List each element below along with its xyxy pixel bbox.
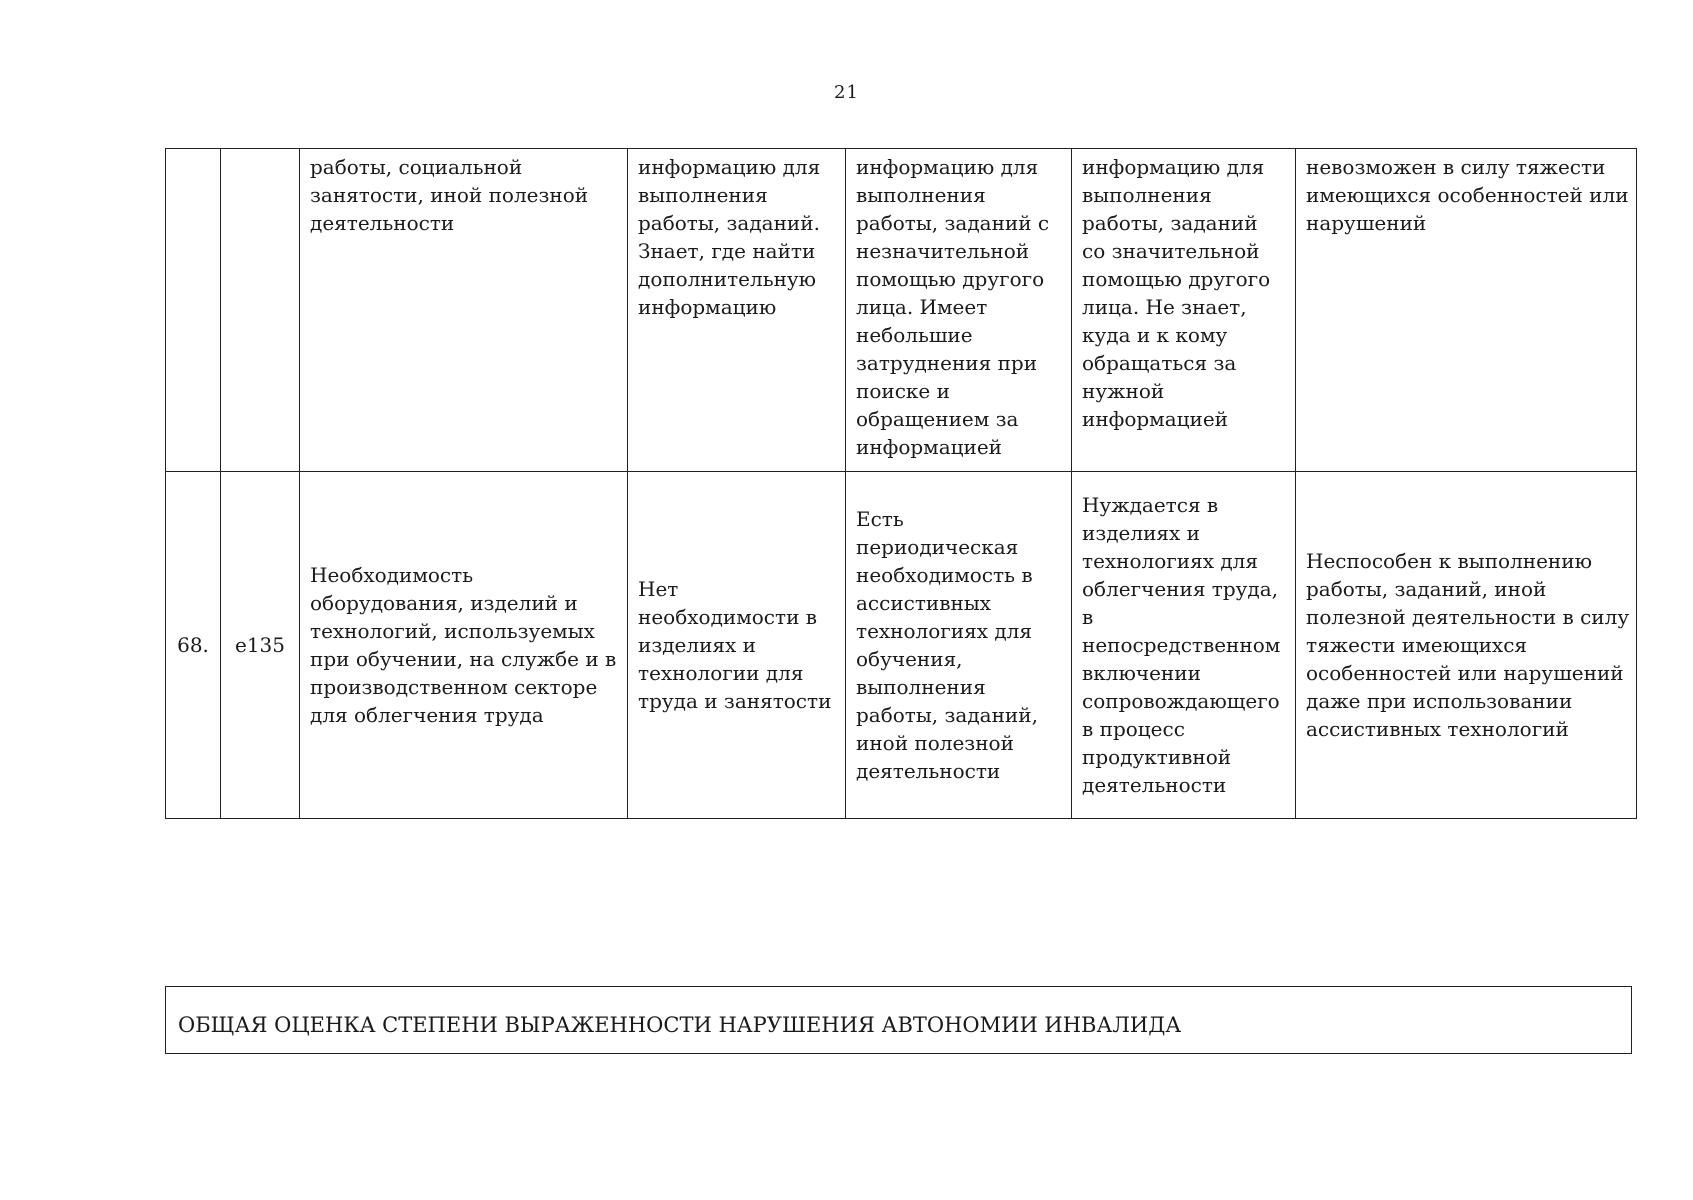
level-0-cell: Нет необходимости в изделиях и технологии для труда и занятости [628,472,846,819]
assessment-table [165,148,1637,819]
page-number: 21 [834,82,859,103]
level-2-cell: Нуждается в изделиях и технологиях для облегчения труда, в непосредственном включении сопровождающего в процесс продуктивной деятельности [1072,472,1296,819]
level-3-cell: невозможен в силу тяжести имеющихся особенностей или нарушений [1296,149,1637,472]
table-row [166,472,1637,819]
row-code [221,149,300,472]
level-1-cell: Есть периодическая необходимость в ассистивных технологиях для обучения, выполнения работы, заданий, иной полезной деятельности [846,472,1072,819]
level-0-cell: информацию для выполнения работы, заданий. Знает, где найти дополнительную информацию [628,149,846,472]
row-number [166,149,221,472]
level-1-cell: информацию для выполнения работы, заданий с незначительной помощью другого лица. Имеет небольшие затруднения при поиске и обращением за информацией [846,149,1072,472]
level-3-cell: Неспособен к выполнению работы, заданий, иной полезной деятельности в силу тяжести имеющихся особенностей или нарушений даже при использовании ассистивных технологий [1296,472,1637,819]
summary-title: ОБЩАЯ ОЦЕНКА СТЕПЕНИ ВЫРАЖЕННОСТИ НАРУШЕНИЯ АВТОНОМИИ ИНВАЛИДА [178,1013,1182,1037]
category-cell: работы, социальной занятости, иной полезной деятельности [300,149,628,472]
category-cell: Необходимость оборудования, изделий и технологий, используемых при обучении, на службе и в производственном секторе для облегчения труда [300,472,628,819]
row-code: e135 [221,472,300,819]
row-number: 68. [166,472,221,819]
level-2-cell: информацию для выполнения работы, заданий со значительной помощью другого лица. Не знает, куда и к кому обращаться за нужной информацией [1072,149,1296,472]
summary-box [165,986,1632,1054]
table-row [166,149,1637,472]
